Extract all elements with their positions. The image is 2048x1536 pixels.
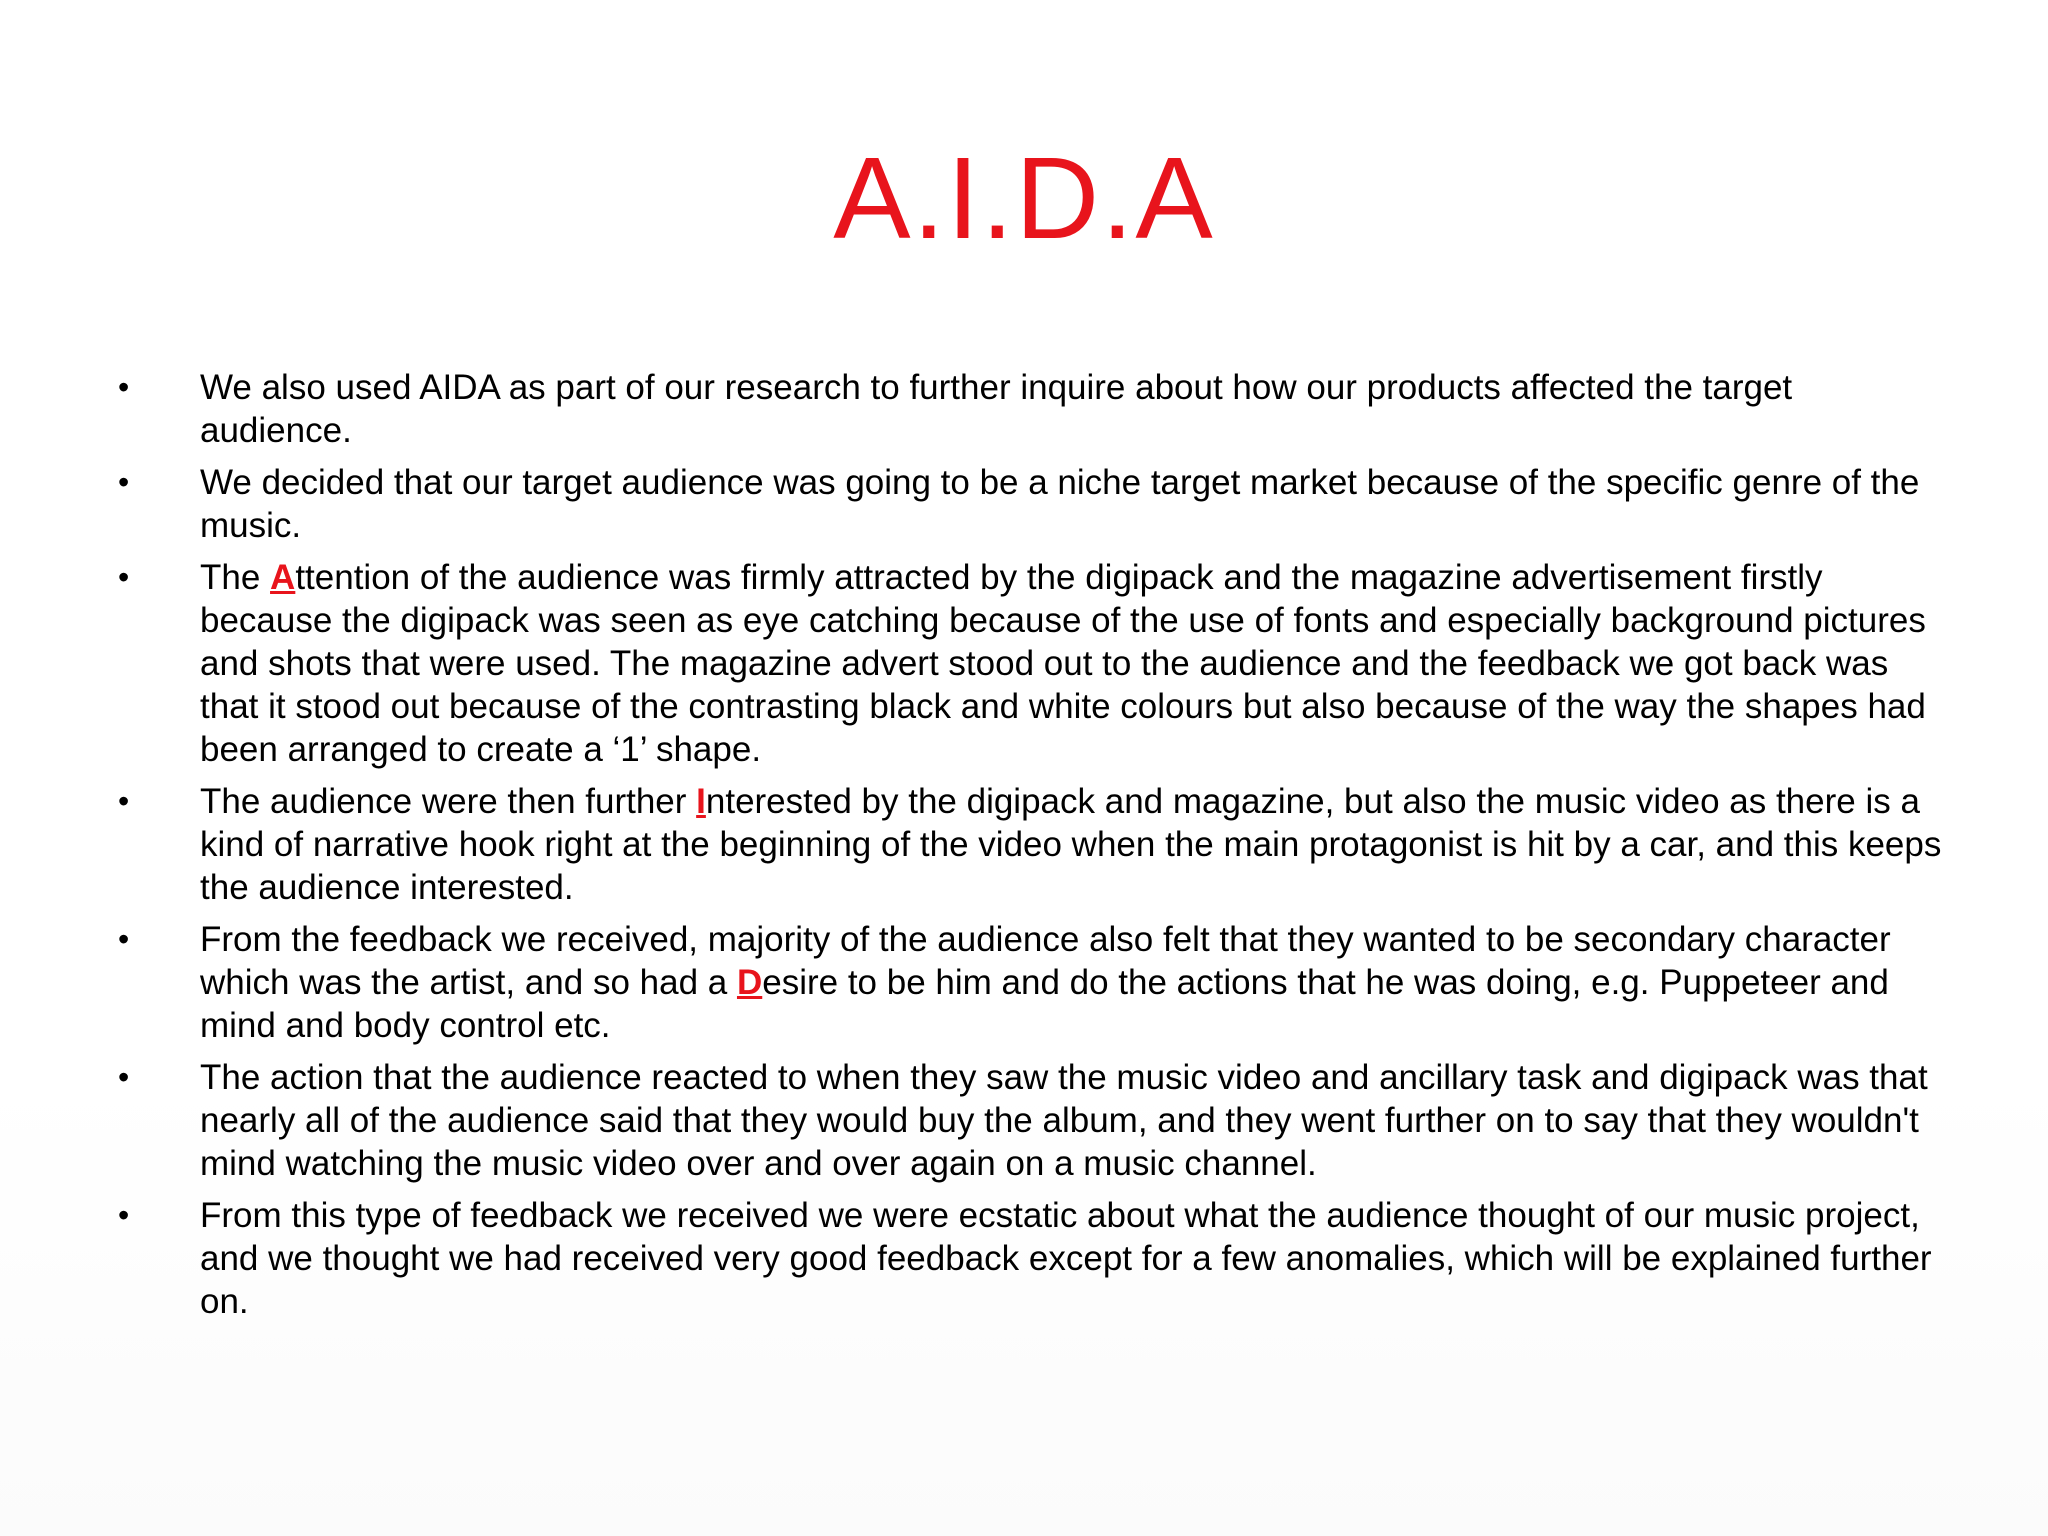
bullet-icon: • [118,783,130,819]
bullet-icon: • [118,1197,130,1233]
bullet-text: The action that the audience reacted to when they saw the music video and ancillary task and digipack was that nearly all of the audience said that they would buy the album, and they went further on to say that they wouldn't mind watching the music video over and over again on a music channel. [200,1058,1928,1183]
bullet-list [118,366,1948,1332]
list-item [118,366,1948,452]
bullet-icon: • [118,1059,130,1095]
list-item [118,780,1948,909]
list-item [118,1194,1948,1323]
slide-title: A.I.D.A [833,133,1215,263]
bullet-icon: • [118,921,130,957]
bullet-icon: • [118,559,130,595]
bullet-text: The Attention of the audience was firmly attracted by the digipack and the magazine advertisement firstly because the digipack was seen as eye catching because of the use of fonts and especially background pictures and shots that were used. The magazine advert stood out to the audience and the feedback we got back was that it stood out because of the contrasting black and white colours but also because of the way the shapes had been arranged to create a ‘1’ shape. [200,558,1926,769]
bullet-text: From the feedback we received, majority of the audience also felt that they wanted to be secondary character which was the artist, and so had a Desire to be him and do the actions that he was doing, e.g. Puppeteer and mind and body control etc. [200,920,1891,1045]
bullet-icon: • [118,464,130,500]
aida-letter-desire: D [736,963,763,1002]
aida-letter-attention: A [270,558,296,597]
list-item [118,461,1948,547]
bullet-text: We decided that our target audience was going to be a niche target market because of the specific genre of the music. [200,463,1920,545]
bullet-text: From this type of feedback we received we were ecstatic about what the audience thought of our music project, and we thought we had received very good feedback except for a few anomalies, which will be explained further on. [200,1196,1932,1321]
list-item [118,1056,1948,1185]
list-item [118,918,1948,1047]
aida-letter-interest: I [696,782,706,821]
bullet-text: The audience were then further Interested by the digipack and magazine, but also the music video as there is a kind of narrative hook right at the beginning of the video when the main protagonist is hit by a car, and this keeps the audience interested. [200,782,1942,907]
list-item [118,556,1948,771]
bullet-text: We also used AIDA as part of our research to further inquire about how our products affected the target audience. [200,368,1793,450]
bullet-icon: • [118,369,130,405]
